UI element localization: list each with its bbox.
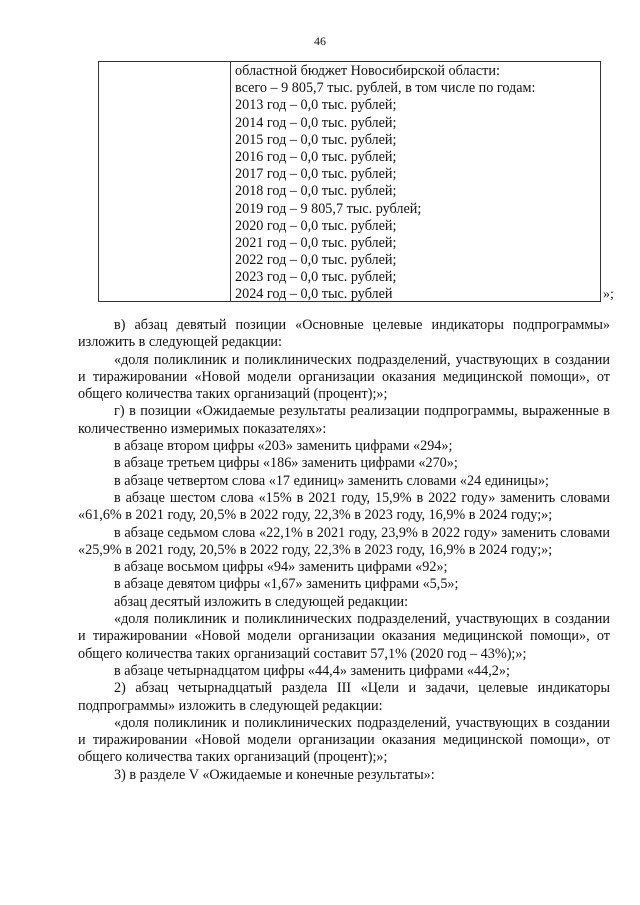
- table-line: 2018 год – 0,0 тыс. рублей;: [235, 183, 397, 200]
- table-line: 2016 год – 0,0 тыс. рублей;: [235, 148, 397, 165]
- funding-table: [98, 61, 601, 302]
- paragraph: г) в позиции «Ожидаемые результаты реализации подпрограммы, выраженные в количественно измеримых показателях»:: [78, 403, 610, 437]
- paragraph: в) абзац девятый позиции «Основные целевые индикаторы подпрограммы» изложить в следующей редакции:: [78, 317, 610, 351]
- paragraph: в абзаце восьмом цифры «94» заменить цифрами «92»;: [114, 559, 448, 576]
- table-line: областной бюджет Новосибирской области:: [235, 63, 500, 79]
- table-line: 2022 год – 0,0 тыс. рублей;: [235, 252, 397, 269]
- paragraph: в абзаце четвертом слова «17 единиц» заменить словами «24 единицы»;: [114, 472, 549, 489]
- table-line: 2015 год – 0,0 тыс. рублей;: [235, 131, 397, 148]
- table-line: всего – 9 805,7 тыс. рублей, в том числе по годам:: [235, 80, 536, 97]
- page-number: 46: [314, 34, 326, 48]
- paragraph: 3) в разделе V «Ожидаемые и конечные результаты»:: [114, 766, 435, 783]
- table-right-cell: [235, 63, 596, 304]
- paragraph: в абзаце седьмом слова «22,1% в 2021 году, 23,9% в 2022 году» заменить словами «25,9% в 2021 году, 20,5% в 2022 году, 22,3% в 2023 году, 16,9% в 2024 году;»;: [78, 524, 610, 558]
- table-closing-quote: »;: [603, 287, 614, 302]
- paragraph: в абзаце шестом слова «15% в 2021 году, 15,9% в 2022 году» заменить словами «61,6% в 2021 году, 20,5% в 2022 году, 22,3% в 2023 году, 16,9% в 2024 году;»;: [78, 489, 610, 524]
- table-line: 2017 год – 0,0 тыс. рублей;: [235, 166, 397, 183]
- table-line: 2019 год – 9 805,7 тыс. рублей;: [235, 200, 422, 217]
- table-column-divider: [230, 62, 231, 301]
- paragraph: «доля поликлиник и поликлинических подразделений, участвующих в создании и тиражировании «Новой модели организации оказания медицинской помощи», от общего количества таких организаций (процент);»;: [78, 714, 610, 766]
- table-line: 2021 год – 0,0 тыс. рублей;: [235, 234, 397, 251]
- paragraph: в абзаце втором цифры «203» заменить цифрами «294»;: [114, 438, 453, 455]
- paragraph: в абзаце третьем цифры «186» заменить цифрами «270»;: [114, 455, 458, 472]
- paragraph: в абзаце четырнадцатом цифры «44,4» заменить цифрами «44,2»;: [114, 662, 510, 679]
- table-line: 2024 год – 0,0 тыс. рублей: [235, 286, 393, 303]
- paragraph: в абзаце девятом цифры «1,67» заменить цифрами «5,5»;: [114, 576, 459, 593]
- paragraph: «доля поликлиник и поликлинических подразделений, участвующих в создании и тиражировании «Новой модели организации оказания медицинской помощи», от общего количества таких организаций (процент);»;: [78, 351, 610, 403]
- paragraph: 2) абзац четырнадцатый раздела III «Цели и задачи, целевые индикаторы подпрограммы» изложить в следующей редакции:: [78, 680, 610, 714]
- table-line: 2014 год – 0,0 тыс. рублей;: [235, 114, 397, 131]
- table-line: 2023 год – 0,0 тыс. рублей;: [235, 269, 397, 286]
- paragraph: «доля поликлиник и поликлинических подразделений, участвующих в создании и тиражировании «Новой модели организации оказания медицинской помощи», от общего количества таких организаций составит 57,1% (2020 год – 43%);»;: [78, 611, 610, 662]
- paragraph: абзац десятый изложить в следующей редакции:: [114, 593, 409, 610]
- table-line: 2020 год – 0,0 тыс. рублей;: [235, 217, 397, 234]
- document-body: [78, 317, 610, 784]
- table-line: 2013 год – 0,0 тыс. рублей;: [235, 97, 397, 114]
